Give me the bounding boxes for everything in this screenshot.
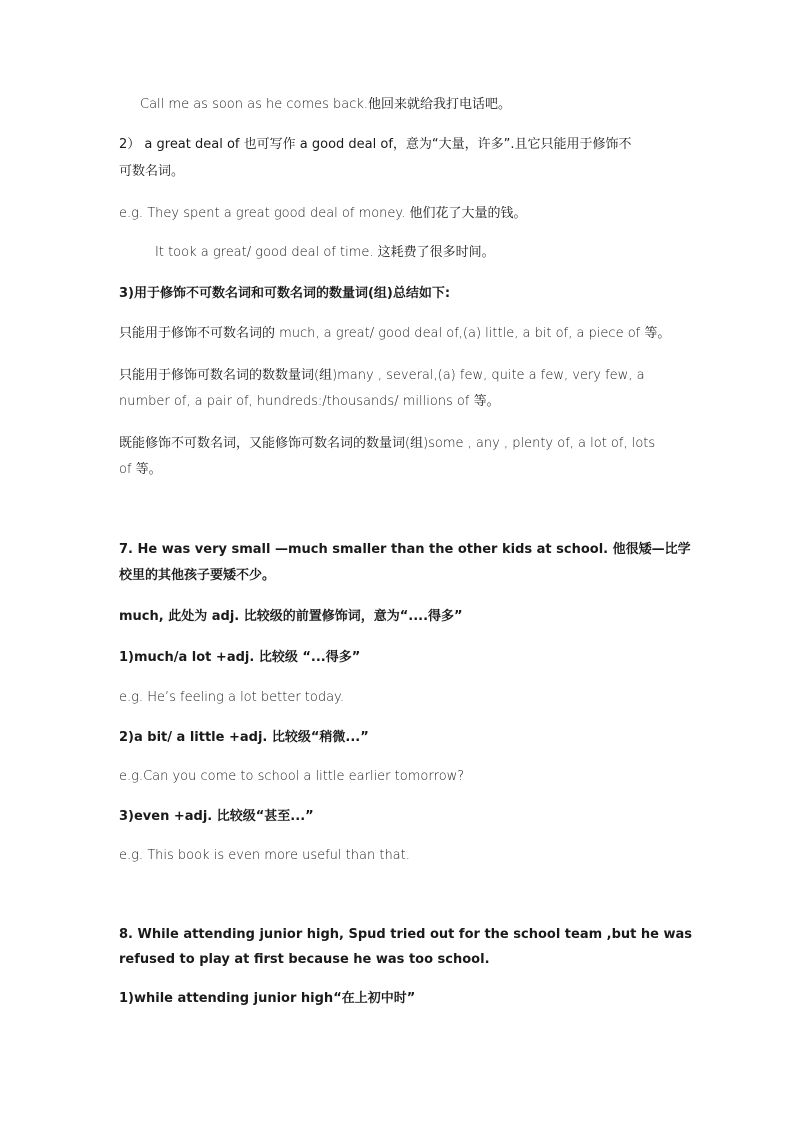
both-line-2: of 等。 <box>119 462 162 477</box>
countable-only-line-1: 只能用于修饰可数名词的数数量词(组)many , several,(a) few, quite a few, very few, a <box>119 368 645 383</box>
example-took-time: It took a great/ good deal of time. 这耗费了很多时间。 <box>155 245 495 260</box>
both-line-1: 既能修饰不可数名词，又能修饰可数名词的数量词(组)some , any , plenty of, a lot of, lots <box>119 436 656 451</box>
much-a-lot-rule: 1)much/a lot +adj. 比较级 “...得多” <box>119 650 361 665</box>
while-attending-rule: 1)while attending junior high“在上初中时” <box>119 991 416 1006</box>
item-7-heading-line-2: 校里的其他孩子要矮不少。 <box>119 568 276 583</box>
point-2-line-2: 可数名词。 <box>119 164 185 179</box>
example-spent-money: e.g. They spent a great good deal of money. 他们花了大量的钱。 <box>119 206 527 221</box>
example-book-useful: e.g. This book is even more useful than that. <box>119 848 410 863</box>
point-3-heading: 3)用于修饰不可数名词和可数名词的数量词(组)总结如下: <box>119 286 451 301</box>
example-feeling-better: e.g. He’s feeling a lot better today. <box>119 690 345 705</box>
example-come-earlier: e.g.Can you come to school a little earlier tomorrow? <box>119 769 465 784</box>
point-2-line-1: 2） a great deal of 也可写作 a good deal of，意为“大量，许多”.且它只能用于修饰不 <box>119 137 632 152</box>
item-7-heading-line-1: 7. He was very small —much smaller than the other kids at school. 他很矮—比学 <box>119 542 691 557</box>
even-rule: 3)even +adj. 比较级“甚至...” <box>119 809 314 824</box>
uncountable-only-line: 只能用于修饰不可数名词的 much, a great/ good deal of,(a) little, a bit of, a piece of 等。 <box>119 326 671 341</box>
item-8-heading-line-2: refused to play at first because he was too school. <box>119 952 490 967</box>
much-explanation: much, 此处为 adj. 比较级的前置修饰词，意为“....得多” <box>119 609 463 624</box>
a-bit-rule: 2)a bit/ a little +adj. 比较级“稍微...” <box>119 730 369 745</box>
item-8-heading-line-1: 8. While attending junior high, Spud tried out for the school team ,but he was <box>119 927 693 942</box>
countable-only-line-2: number of, a pair of, hundreds:/thousands/ millions of 等。 <box>119 394 500 409</box>
example-call-me: Call me as soon as he comes back.他回来就给我打电话吧。 <box>140 97 512 112</box>
